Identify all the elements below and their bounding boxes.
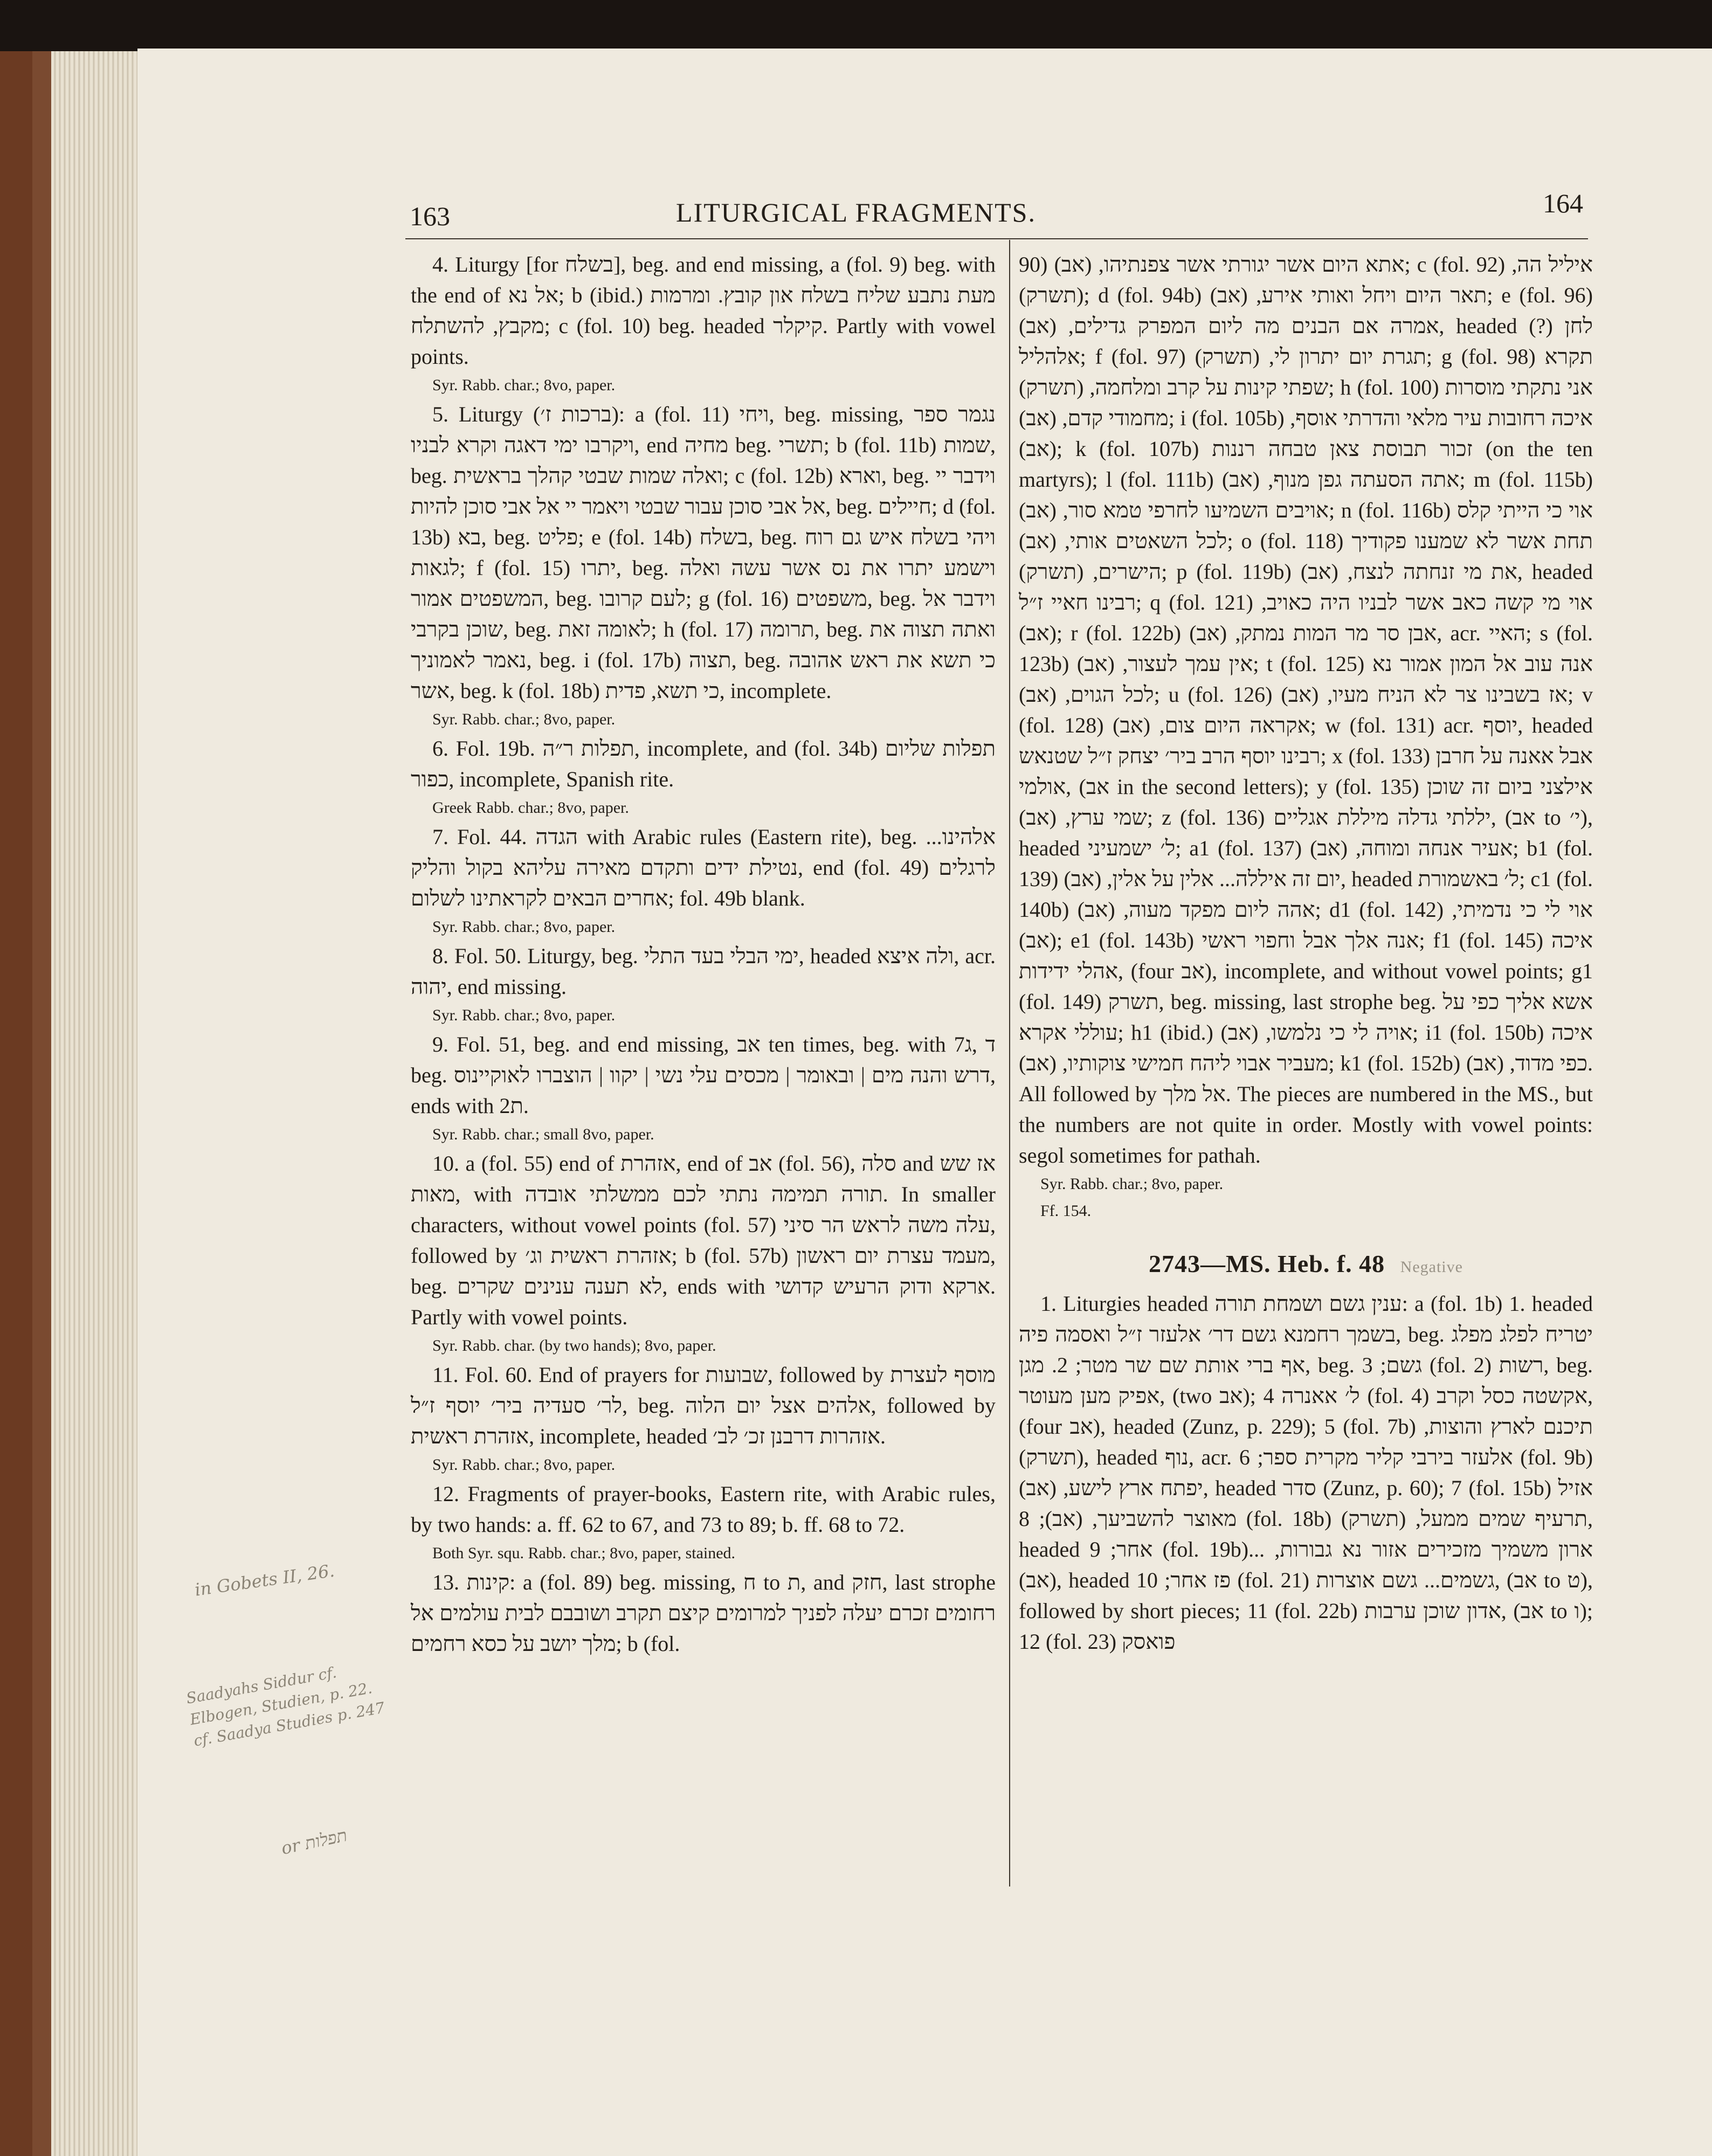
entry-meta: Syr. Rabb. char.; 8vo, paper. [432, 376, 616, 394]
entry-meta: Syr. Rabb. char.; 8vo, paper. [432, 918, 616, 936]
left-column [411, 249, 996, 1659]
entry-meta: Greek Rabb. char.; 8vo, paper. [432, 799, 629, 817]
entry-meta: Syr. Rabb. char.; small 8vo, paper. [432, 1125, 654, 1143]
entry-text: 5. Liturgy (ברכות ז׳): a (fol. 11) ויחי, beg. missing, נגמר ספר ויקרבו ימי דאגה וקרא לבניו, end מחיה beg. תשרי; b (fol. 11b) שמות, beg. ואלה שמות שבטי קהלך בראשית; c (fol. 12b) וארא, beg. וידבר יי אל אבי סוכן עבור שבטי ויאמר יי אל אבי סוכן להיות, beg. חיילים; d (fol. 13b) בא, beg. פליט; e (fol. 14b) בשלח, beg. ויהי בשלח איש גם רוח לגאות; f (fol. 15) יתרו, beg. וישמע יתרו את נס אשר עשה ואלה המשפטים אמור, beg. לעם קרובו; g (fol. 16) משפטים, beg. וידבר אל שוכן בקרבי, beg. לאומה זאת; h (fol. 17) תרומה, beg. ואתה תצוה את נאמר לאמוניך, beg. i (fol. 17b) תצוה, beg. כי תשא את ראש אהובה אשר, beg. k (fol. 18b) כי תשא, פדית, incomplete. [411, 402, 996, 703]
entry-text: 90) אתא היום אשר יגורתי אשר צפנתיהו, (אב); c (fol. 92) איליל הה, (תשרק); d (fol. 94b) תאר היום ויחל ואותי אירע, (אב); e (fol. 96) אמרה אם הבנים מה ליום המפרק גדילים, (אב), headed (?) לחן אלהליל; f (fol. 97) תגרת יום יתרון לי, (תשרק); g (fol. 98) תקרא שפתי קינות על קרב ומלחמה, (תשרק); h (fol. 100) אני נתקתי מוסרות מחמודי קדם, (אב); i (fol. 105b) איכה רחובות עיר מלאי והדרתי אוסף, (אב); k (fol. 107b) זכור תבוסת צאן טבחה רננות (on the ten martyrs); l (fol. 111b) אתה הסעתה גפן מנוף, (אב); m (fol. 115b) אויבים השמיעו לחרפי טמא סור, (אב); n (fol. 116b) אוי כי הייתי קלס לכל השאטים אותי, (אב); o (fol. 118) תחת אשר לא שמענו פקודיך הישרים, (תשרק); p (fol. 119b) את מי זנחתה לנצח, (אב), headed רבינו חאיי ז״ל; q (fol. 121) אוי מי קשה כאב אשר לבניו היה כאויב, (אב); r (fol. 122b) אבן סר מר המות נמתק, (אב), acr. האיי; s (fol. 123b) אין עמך לעצור, (אב); t (fol. 125) אנה עוב אל המון אמור נא לכל הגוים, (אב); u (fol. 126) אז בשבינו צר לא הניח מעיו, (אב); v (fol. 128) אקראה היום צום, (אב); w (fol. 131) acr. יוסף, headed רבינו יוסף הרב ביר׳ יצחק ז״ל שטנאש; x (fol. 133) אבל אאנה על חרבן אולמי, (אב in the second letters); y (fol. 135) אילצני ביום זה שוכן שמי ערץ, (אב); z (fol. 136) יללתי גדלה מיללת אגליים, (אב to י׳), headed ל׳ ישמעיני; a1 (fol. 137) אעיר אנחה ומוחה, (אב); b1 (fol. 139) יום זה איללה... אלין על אלין, (אב), headed ל׳ באשמורת; c1 (fol. 140b) אהה ליום מפקד מעוה, (אב); d1 (fol. 142) אוי לי כי נדמיתי, (אב); e1 (fol. 143b) אנה אלך אבל וחפוי ראשי; f1 (fol. 145) איכה אהלי ידידות, (four אב), incomplete, and without vowel points; g1 (fol. 149) תשרק, beg. missing, last strophe beg. אשא אליך כפי על עוללי אקרא; h1 (ibid.) אויה לי כי נלמשו, (אב); i1 (fol. 150b) איכה מעביר אבוי ליהח חמישי צוקותיו, (אב); k1 (fol. 152b) כפי מדוד, (אב). All followed by אל מלך. The pieces are numbered in the MS., but the numbers are not quite in order. Mostly with vowel points: segol sometimes for pathah. [1019, 252, 1593, 1167]
entry-meta: Syr. Rabb. char.; 8vo, paper. [432, 1456, 616, 1474]
column-divider [1009, 240, 1010, 1887]
header-rule [405, 238, 1588, 239]
entry-meta: Both Syr. squ. Rabb. char.; 8vo, paper, stained. [432, 1544, 736, 1562]
entry-text: 10. a (fol. 55) end of אזהרת, end of אב (fol. 56), סלה and אז שש מאות, with תורה תמימה נתתי לכם ממשלתי אובדה. In smaller characters, without vowel points (fol. 57) עלה משה לראש הר סיני, followed by אזהרת ראשית וג׳; b (fol. 57b) מעמד עצרת יום ראשון, beg. לא תענה ענינים שקרים, ends with ארקא ודוק הרעיש קדושי. Partly with vowel points. [411, 1151, 996, 1329]
entry-meta: Syr. Rabb. char.; 8vo, paper. [432, 710, 616, 728]
margin-note: in Gobets II, 26. [193, 1560, 336, 1600]
margin-note: or תפלות [279, 1825, 349, 1859]
right-column [1019, 249, 1593, 1657]
margin-note: Saadyahs Siddur cf. Elbogen, Studien, p. 22. cf. Saadya Studies p. 247 [184, 1663, 386, 1750]
page-number-left: 163 [410, 201, 450, 231]
entry-text: 7. Fol. 44. הגדה with Arabic rules (Eastern rite), beg. אלהינו... נטילת ידים ותקדם מאירה עליהא בקול והליק, end (fol. 49) לרגלים אחרים הבאים לקראתינו לשלום; fol. 49b blank. [411, 825, 996, 910]
folio-count: Ff. 154. [1040, 1202, 1092, 1220]
page-edges [51, 51, 137, 2156]
manuscript-label: 2743—MS. Heb. f. 48 [1149, 1250, 1385, 1277]
entry-text: 1. Liturgies headed ענין גשם ושמחת תורה: a (fol. 1b) 1. headed בשמך רחמנא גשם דר׳ אלעזר ז״ל ואסמה פיה, beg. יטריח לפלג מפלג אף ברי אותת שם שר מטר; 2. מגן, beg. גשם; 3 (fol. 2) רשות, beg. אפיק מען מעוטר, (two אב); ל׳ אאנרה 4 (fol. 4) אקשטה כסל וקרב, (four אב), headed (Zunz, p. 229); 5 (fol. 7b) תיכנם לארץ והוצות, (תשרק), headed נוף, acr. אלעזר בירבי קליר מקרית ספר; 6 (fol. 9b) יפתח ארץ לישע, (אב), headed סדר (Zunz, p. 60); 7 (fol. 15b) אזיל מאוצר להשביעך, (אב); 8 (fol. 18b) תרעיף שמים ממעל, (תשרק), headed אחר; 9 (fol. 19b)... ארון משמיך מזכירים אזור נא גבורות, (אב), headed פז אחר; 10 (fol. 21) גשמים... גשם אוצרות, (אב to ט), followed by short pieces; 11 (fol. 22b) אדון שוכן ערבות, (אב to ו); 12 (fol. 23) פואסק [1019, 1291, 1593, 1654]
entry-text: 11. Fol. 60. End of prayers for שבועות, followed by מוסף לעצרת לר׳ סעדיה ביר׳ יוסף ז״ל, beg. אלהים אצל יום הלוה, followed by אזהרת ראשית, incomplete, headed אזהרות דרבנן זכ׳ לב׳. [411, 1363, 996, 1448]
entry-text: 8. Fol. 50. Liturgy, beg. ימי הבלי בעד התלי, headed ולה איצא, acr. יהוה, end missing. [411, 944, 996, 999]
entry-text: 9. Fol. 51, beg. and end missing, אב ten times, beg. with ד ,ג7 beg. דרש והנה מים | ובאומר | מכסים עלי נשי | יקוו | הוצברו לאוקיינוס, ends with ת2. [411, 1032, 996, 1118]
entry-meta: Syr. Rabb. char.; 8vo, paper. [432, 1006, 616, 1024]
entry-meta: Syr. Rabb. char. (by two hands); 8vo, paper. [432, 1337, 716, 1355]
entry-text: 13. קינות: a (fol. 89) beg. missing, ח to ת, and חזק, last strophe רחומים זכרם יעלה לפניך למרומים קיצם תקרב ושובבם לבית עולמים אל מלך יושב על כסא רחמים; b (fol. [411, 1570, 996, 1656]
book-cover-edge [0, 51, 59, 2156]
entry-meta: Syr. Rabb. char.; 8vo, paper. [1040, 1175, 1224, 1193]
negative-stamp: Negative [1400, 1258, 1463, 1276]
entry-text: 12. Fragments of prayer-books, Eastern rite, with Arabic rules, by two hands: a. ff. 62 to 67, and 73 to 89; b. ff. 68 to 72. [411, 1482, 996, 1537]
manuscript-heading [1019, 1247, 1593, 1284]
running-title: LITURGICAL FRAGMENTS. [676, 197, 1036, 227]
page-number-right: 164 [1543, 188, 1583, 218]
entry-text: 6. Fol. 19b. תפלות ר״ה, incomplete, and (fol. 34b) תפלות שליום כפור, incomplete, Spanish rite. [411, 736, 996, 791]
entry-text: 4. Liturgy [for בשלח], beg. and end missing, a (fol. 9) beg. with the end of אל נא; b (ibid.) מעת נתבע שליח בשלח און קובץ. ומרמות מקבץ, להשתלח; c (fol. 10) beg. headed קיקלר. Partly with vowel points. [411, 252, 996, 369]
